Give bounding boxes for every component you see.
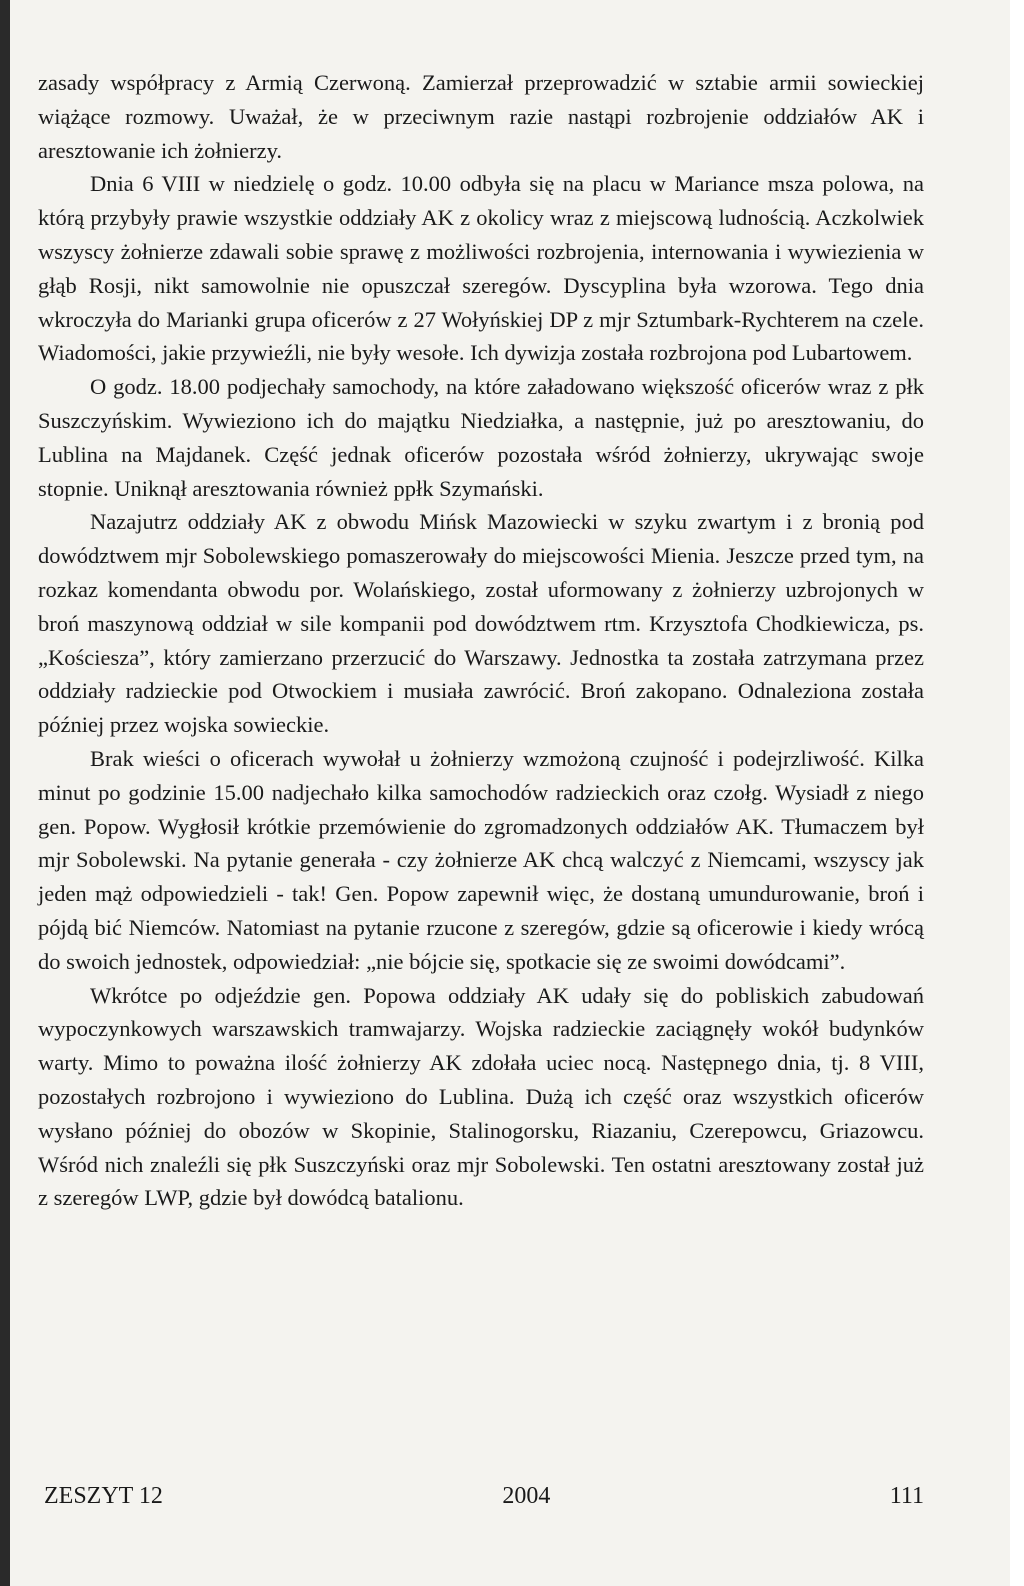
page-footer [44, 1483, 924, 1510]
page-edge [1010, 0, 1024, 1586]
journal-issue: ZESZYT 12 [44, 1483, 163, 1509]
body-text [38, 66, 924, 1215]
paragraph: Wkrótce po odjeździe gen. Popowa oddziały AK udały się do pobliskich zabudowań wypoczynkowych warszawskich tramwajarzy. Wojska radzieckie zaciągnęły wokół budynków warty. Mimo to poważna ilość żołnierzy AK zdołała uciec nocą. Następnego dnia, tj. 8 VIII, pozostałych rozbrojono i wywieziono do Lublina. Dużą ich część oraz wszystkich oficerów wysłano później do obozów w Skopinie, Stalinogorsku, Riazaniu, Czerepowcu, Griazowcu. Wśród nich znaleźli się płk Suszczyński oraz mjr Sobolewski. Ten ostatni aresztowany został już z szeregów LWP, gdzie był dowódcą batalionu. [38, 982, 924, 1211]
paragraph: Nazajutrz oddziały AK z obwodu Mińsk Mazowiecki w szyku zwartym i z bronią pod dowództwem mjr Sobolewskiego pomaszerowały do miejscowości Mienia. Jeszcze przed tym, na rozkaz komendanta obwodu por. Wolańskiego, został uformowany z żołnierzy uzbrojonych w broń maszynową oddział w sile kompanii pod dowództwem rtm. Krzysztofa Chodkiewicza, ps. „Kościesza”, który zamierzano przerzucić do Warszawy. Jednostka ta została zatrzymana przez oddziały radzieckie pod Otwockiem i musiała zawrócić. Broń zakopano. Odnaleziona została później przez wojska sowieckie. [38, 509, 924, 738]
paragraph: zasady współpracy z Armią Czerwoną. Zamierzał przeprowadzić w sztabie armii sowieckiej wiążące rozmowy. Uważał, że w przeciwnym razie nastąpi rozbrojenie oddziałów AK i aresztowanie ich żołnierzy. [38, 70, 924, 163]
paragraph: Dnia 6 VIII w niedzielę o godz. 10.00 odbyła się na placu w Mariance msza polowa, na którą przybyły prawie wszystkie oddziały AK z okolicy wraz z miejscową ludnością. Aczkolwiek wszyscy żołnierze zdawali sobie sprawę z możliwości rozbrojenia, internowania i wywiezienia w głąb Rosji, nikt samowolnie nie opuszczał szeregów. Dyscyplina była wzorowa. Tego dnia wkroczyła do Marianki grupa oficerów z 27 Wołyńskiej DP z mjr Sztumbark-Rychterem na czele. Wiadomości, jakie przywieźli, nie były wesołe. Ich dywizja została rozbrojona pod Lubartowem. [38, 171, 924, 366]
publication-year: 2004 [502, 1483, 551, 1509]
page-number: 111 [889, 1483, 924, 1509]
paragraph: O godz. 18.00 podjechały samochody, na które załadowano większość oficerów wraz z płk Suszczyńskim. Wywieziono ich do majątku Niedziałka, a następnie, już po aresztowaniu, do Lublina na Majdanek. Część jednak oficerów pozostała wśród żołnierzy, ukrywając swoje stopnie. Uniknął aresztowania również ppłk Szymański. [38, 374, 924, 501]
paragraph: Brak wieści o oficerach wywołał u żołnierzy wzmożoną czujność i podejrzliwość. Kilka minut po godzinie 15.00 nadjechało kilka samochodów radzieckich oraz czołg. Wysiadł z niego gen. Popow. Wygłosił krótkie przemówienie do zgromadzonych oddziałów AK. Tłumaczem był mjr Sobolewski. Na pytanie generała - czy żołnierze AK chcą walczyć z Niemcami, wszyscy jak jeden mąż odpowiedzieli - tak! Gen. Popow zapewnił więc, że dostaną umundurowanie, broń i pójdą bić Niemców. Natomiast na pytanie rzucone z szeregów, gdzie są oficerowie i kiedy wrócą do swoich jednostek, odpowiedział: „nie bójcie się, spotkacie się ze swoimi dowódcami”. [38, 745, 924, 974]
binding-shadow [0, 0, 10, 1586]
